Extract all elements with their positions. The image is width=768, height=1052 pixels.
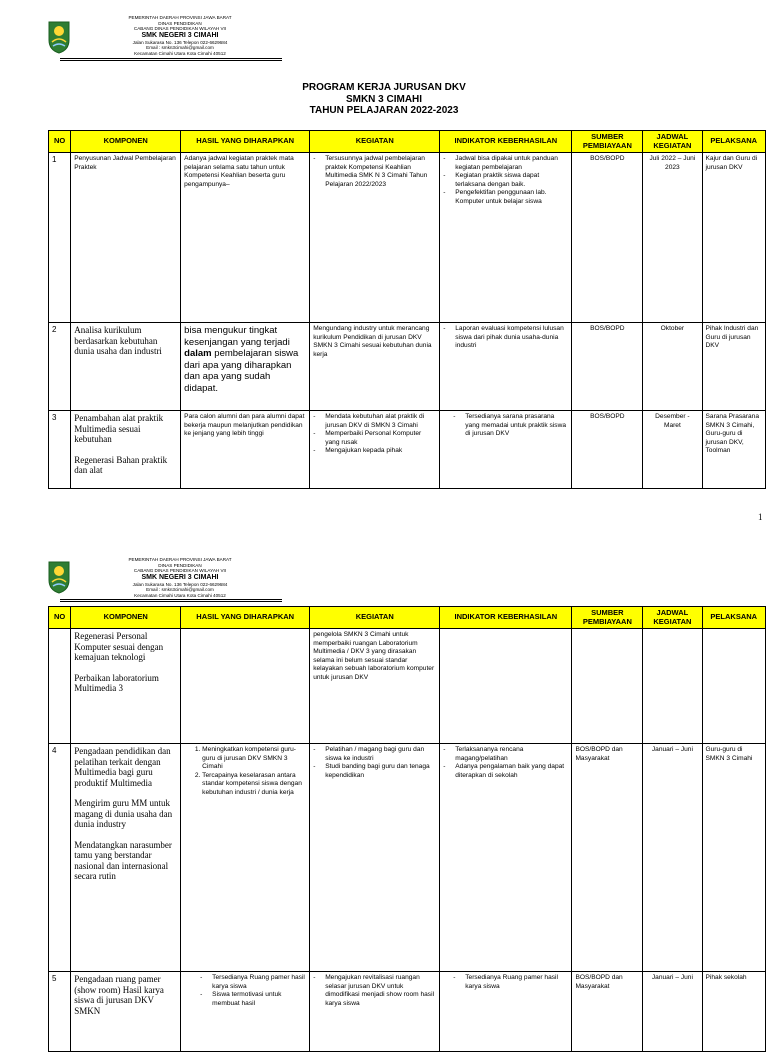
list-item: - Mengajukan revitalisasi ruangan selasar jurusan DKV untuk dimodifikasi menjadi show room hasil karya siswa (313, 974, 436, 1008)
header-pelaksana: PELAKSANA (702, 131, 766, 153)
header-jadwal: JADWAL KEGIATAN (643, 607, 702, 629)
list-item: - Tersedianya sarana prasarana yang memadai untuk praktik siswa di jurusan DKV (453, 413, 568, 439)
header-hasil: HASIL YANG DIHARAPKAN (181, 131, 310, 153)
letterhead-divider (60, 58, 282, 61)
cell-indikator (440, 744, 572, 972)
letterhead-address: Jalan Sukarasa No. 136 Telepon 022-6629684 (132, 39, 228, 45)
list-item: - Studi banding bagi guru dan tenaga kependidikan (313, 763, 436, 780)
jawa-barat-emblem-icon (47, 20, 71, 54)
table-header-row (49, 131, 766, 153)
letterhead-address: Jalan Sukarasa No. 136 Telepon 022-6629684 (132, 581, 228, 587)
hasil-text-bold: dalam (184, 348, 212, 359)
cell-sumber: BOS/BOPD dan Masyarakat (572, 744, 643, 972)
cell-pelaksana: Guru-guru di SMKN 3 Cimahi (702, 744, 766, 972)
letterhead-school-name: SMK NEGERI 3 CIMAHI (141, 573, 219, 581)
list-item: 1. Meningkatkan kompetensi guru-guru di jurusan DKV SMKN 3 Cimahi (202, 746, 306, 772)
cell-kegiatan: pengelola SMKN 3 Cimahi untuk memperbaiki ruangan Laboratorium Multimedia / DKV 3 yang dirasakan selama ini belum sesuai standar kelayakan sebuah laboratorium komputer untuk jurusan DKV (310, 629, 440, 744)
list-item: - Siswa termotivasi untuk membuat hasil (200, 991, 306, 1008)
komponen-paragraph: Mengirim guru MM untuk magang di dunia usaha dan dunia industry (74, 798, 173, 829)
cell-indikator (440, 411, 572, 489)
komponen-paragraph: Regenerasi Bahan praktik dan alat (74, 454, 168, 475)
title-line-3: TAHUN PELAJARAN 2022-2023 (309, 105, 459, 116)
header-indikator: INDIKATOR KEBERHASILAN (440, 607, 572, 629)
cell-sumber: BOS/BOPD (572, 411, 643, 489)
list-item: - Memperbaiki Personal Komputer yang rusak (313, 430, 436, 447)
cell-kegiatan (310, 153, 440, 323)
letterhead-line-2: DINAS PENDIDIKAN (158, 20, 202, 26)
letterhead-text (90, 557, 270, 598)
header-sumber: SUMBER PEMBIAYAAN (572, 607, 643, 629)
list-item: - Laporan evaluasi kompetensi lulusan siswa dari pihak dunia usaha-dunia industri (443, 325, 568, 351)
cell-sumber: BOS/BOPD (572, 153, 643, 323)
row-number: 2 (49, 323, 71, 411)
header-jadwal: JADWAL KEGIATAN (643, 131, 702, 153)
letterhead-school-name: SMK NEGERI 3 CIMAHI (141, 31, 219, 39)
list-item: - Tersedianya Ruang pamer hasil karya siswa (200, 974, 306, 991)
hasil-text-b: pembelajaran siswa dari apa yang diharapkan dan apa yang sudah didapat. (184, 348, 299, 394)
cell-kegiatan: Mengundang industry untuk merancang kurikulum Pendidikan di jurusan DKV SMKN 3 Cimahi sesuai kebutuhan dunia kerja (310, 323, 440, 411)
header-indikator: INDIKATOR KEBERHASILAN (440, 131, 572, 153)
header-komponen: KOMPONEN (71, 131, 181, 153)
list-item: - Pengefektifan penggunaan lab. Komputer untuk belajar siswa (443, 189, 568, 206)
cell-hasil (181, 972, 310, 1052)
table-row (49, 411, 766, 489)
komponen-paragraph: Mendatangkan narasumber tamu yang berstandar nasional dan internasional secara rutin (74, 839, 172, 881)
header-pelaksana: PELAKSANA (702, 607, 766, 629)
cell-indikator (440, 323, 572, 411)
header-no: NO (49, 131, 71, 153)
list-item: - Adanya pengalaman baik yang dapat diterapkan di sekolah (443, 763, 568, 780)
title-line-1: PROGRAM KERJA JURUSAN DKV (302, 82, 466, 93)
cell-indikator (440, 972, 572, 1052)
hasil-text-a: bisa mengukur tingkat kesenjangan yang terjadi (184, 325, 290, 348)
header-komponen: KOMPONEN (71, 607, 181, 629)
page-number: 1 (758, 512, 763, 522)
list-item: - Mendata kebutuhan alat praktik di jurusan DKV di SMKN 3 Cimahi (313, 413, 436, 430)
cell-kegiatan (310, 411, 440, 489)
cell-indikator (440, 153, 572, 323)
letterhead-district: Kecamatan Cimahi Utara Kota Cimahi 40512 (134, 592, 226, 598)
letterhead-email: Email : smkn3cimahi@gmail.com (146, 587, 214, 592)
letterhead-divider (60, 599, 282, 602)
document-page-1 (0, 0, 768, 512)
table-row (49, 153, 766, 323)
komponen-paragraph: Regenerasi Personal Komputer sesuai dengan kemajuan teknologi (74, 631, 164, 662)
cell-jadwal (643, 629, 702, 744)
list-item: 2. Tercapainya keselarasan antara standar kompetensi siswa dengan kebutuhan industri / dunia kerja (202, 772, 306, 798)
letterhead (0, 0, 768, 60)
cell-jadwal: Januari – Juni (643, 744, 702, 972)
header-kegiatan: KEGIATAN (310, 607, 440, 629)
list-item: - Mengajukan kepada pihak (313, 447, 436, 456)
row-number (49, 629, 71, 744)
cell-sumber (572, 629, 643, 744)
title-line-2: SMKN 3 CIMAHI (345, 93, 423, 105)
cell-kegiatan (310, 744, 440, 972)
cell-jadwal: Juli 2022 – Juni 2023 (643, 153, 702, 323)
list-item: - Pelatihan / magang bagi guru dan siswa ke industri (313, 746, 436, 763)
header-sumber: SUMBER PEMBIAYAAN (572, 131, 643, 153)
cell-komponen (71, 411, 181, 489)
cell-indikator (440, 629, 572, 744)
row-number: 4 (49, 744, 71, 972)
cell-hasil (181, 629, 310, 744)
cell-komponen: Analisa kurikulum berdasarkan kebutuhan dunia usaha dan industri (71, 323, 181, 411)
letterhead-text (90, 15, 270, 56)
komponen-paragraph: Penambahan alat praktik Multimedia sesuai kebutuhan (74, 413, 164, 444)
cell-pelaksana (702, 629, 766, 744)
cell-pelaksana: Pihak Industri dan Guru di jurusan DKV (702, 323, 766, 411)
cell-hasil: Adanya jadwal kegiatan praktek mata pelajaran selama satu tahun untuk Kompetensi Keahlian beserta guru pengampunya– (181, 153, 310, 323)
cell-pelaksana: Sarana Prasarana SMKN 3 Cimahi, Guru-guru di jurusan DKV, Toolman (702, 411, 766, 489)
cell-sumber: BOS/BOPD (572, 323, 643, 411)
document-page-2 (0, 540, 768, 1024)
letterhead-line-1: PEMERINTAH DAERAH PROVINSI JAWA BARAT (128, 15, 232, 20)
program-table-page-1 (48, 130, 766, 489)
letterhead-district: Kecamatan Cimahi Utara Kota Cimahi 40512 (134, 50, 226, 56)
cell-hasil (181, 323, 310, 411)
table-row (49, 744, 766, 972)
row-number: 3 (49, 411, 71, 489)
table-row (49, 323, 766, 411)
letterhead-line-2: DINAS PENDIDIKAN (158, 562, 202, 568)
cell-komponen: Pengadaan ruang pamer (show room) Hasil karya siswa di jurusan DKV SMKN (71, 972, 181, 1052)
cell-komponen: Penyusunan Jadwal Pembelajaran Praktek (71, 153, 181, 323)
row-number: 5 (49, 972, 71, 1052)
cell-hasil (181, 744, 310, 972)
cell-jadwal: Desember - Maret (643, 411, 702, 489)
cell-pelaksana: Pihak sekolah (702, 972, 766, 1052)
header-hasil: HASIL YANG DIHARAPKAN (181, 607, 310, 629)
list-item: - Tersusunnya jadwal pembelajaran praktek Kompetensi Keahlian Multimedia SMK N 3 Cimahi Tahun Pelajaran 2022/2023 (313, 155, 436, 189)
header-kegiatan: KEGIATAN (310, 131, 440, 153)
cell-kegiatan (310, 972, 440, 1052)
cell-jadwal: Oktober (643, 323, 702, 411)
cell-pelaksana: Kajur dan Guru di jurusan DKV (702, 153, 766, 323)
cell-komponen (71, 629, 181, 744)
letterhead (0, 540, 768, 600)
table-row (49, 629, 766, 744)
list-item: - Kegiatan praktik siswa dapat terlaksana dengan baik. (443, 172, 568, 189)
row-number: 1 (49, 153, 71, 323)
cell-komponen (71, 744, 181, 972)
cell-sumber: BOS/BOPD dan Masyarakat (572, 972, 643, 1052)
letterhead-line-3: CABANG DINAS PENDIDIKAN WILAYAH VII (133, 26, 227, 31)
letterhead-email: Email : smkn3cimahi@gmail.com (146, 45, 214, 50)
list-item: - Jadwal bisa dipakai untuk panduan kegiatan pembelajaran (443, 155, 568, 172)
list-item: - Terlaksananya rencana magang/pelatihan (443, 746, 568, 763)
letterhead-line-1: PEMERINTAH DAERAH PROVINSI JAWA BARAT (128, 557, 232, 562)
program-table-page-2 (48, 606, 766, 1052)
komponen-paragraph: Pengadaan pendidikan dan pelatihan terkait dengan Multimedia bagi guru produktif Multimedia (74, 746, 171, 788)
cell-jadwal: Januari – Juni (643, 972, 702, 1052)
table-header-row (49, 607, 766, 629)
document-title (0, 82, 768, 117)
letterhead-line-3: CABANG DINAS PENDIDIKAN WILAYAH VII (133, 568, 227, 573)
jawa-barat-emblem-icon (47, 560, 71, 594)
header-no: NO (49, 607, 71, 629)
table-row (49, 972, 766, 1052)
list-item: - Tersedianya Ruang pamer hasil karya siswa (453, 974, 568, 991)
cell-hasil: Para calon alumni dan para alumni dapat bekerja maupun melanjutkan pendidikan ke jenjang yang lebih tinggi (181, 411, 310, 489)
komponen-paragraph: Perbaikan laboratorium Multimedia 3 (74, 672, 159, 693)
